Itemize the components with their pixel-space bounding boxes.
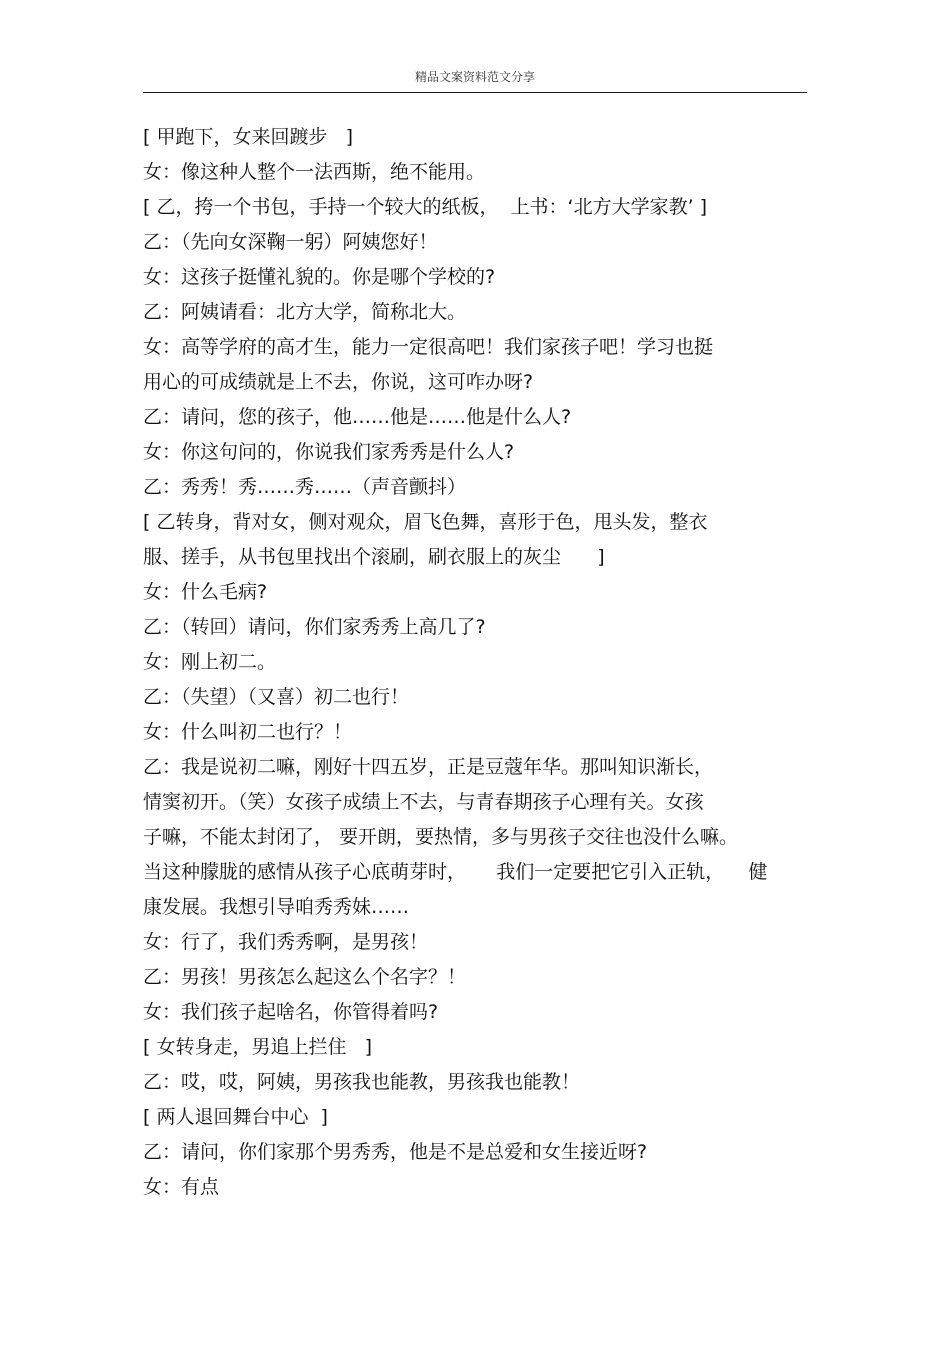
- text-line: 女：像这种人整个一法西斯，绝不能用。: [143, 161, 486, 183]
- page-header: [143, 66, 807, 93]
- text-line: 乙：秀秀！秀……秀……（声音颤抖）: [143, 476, 467, 498]
- text-line: 康发展。我想引导咱秀秀妹……: [143, 896, 410, 918]
- text-line: 乙：（转回）请问，你们家秀秀上高几了?: [143, 616, 486, 638]
- text-line: 女：这孩子挺懂礼貌的。你是哪个学校的?: [143, 266, 496, 288]
- text-line: 用心的可成绩就是上不去，你说，这可咋办呀?: [143, 371, 534, 393]
- text-line: [ 乙转身，背对女，侧对观众，眉飞色舞，喜形于色，甩头发，整衣: [143, 511, 708, 533]
- text-line: 乙：男孩！男孩怎么起这么个名字？！: [143, 966, 467, 988]
- text-line: 乙：（失望）（又喜）初二也行！: [143, 686, 410, 708]
- text-line: 当这种朦胧的感情从孩子心底萌芽时， 我们一定要把它引入正轨， 健: [143, 861, 768, 883]
- text-line: 乙：我是说初二嘛，刚好十四五岁，正是豆蔻年华。那叫知识渐长，: [143, 756, 714, 778]
- text-line: 女：有点: [143, 1176, 220, 1198]
- text-line: [ 两人退回舞台中心 ]: [143, 1106, 328, 1128]
- text-line: [ 甲跑下，女来回踱步 ]: [143, 126, 353, 148]
- text-line: 情窦初开。（笑）女孩子成绩上不去，与青春期孩子心理有关。女孩: [143, 791, 704, 813]
- text-line: 乙：哎，哎，阿姨，男孩我也能教，男孩我也能教！: [143, 1071, 581, 1093]
- script-text: [143, 120, 815, 1205]
- text-line: 女：高等学府的高才生，能力一定很高吧！我们家孩子吧！学习也挺: [143, 336, 714, 358]
- text-line: [ 乙，挎一个书包，手持一个较大的纸板， 上书：‘北方大学家教’ ]: [143, 196, 708, 218]
- text-line: 乙：请问，您的孩子，他……他是……他是什么人?: [143, 406, 572, 428]
- text-line: 乙：请问，你们家那个男秀秀，他是不是总爱和女生接近呀?: [143, 1141, 648, 1163]
- text-line: [ 女转身走，男追上拦住 ]: [143, 1036, 372, 1058]
- text-line: 女：行了，我们秀秀啊，是男孩！: [143, 931, 429, 953]
- text-line: 乙：阿姨请看：北方大学，简称北大。: [143, 301, 467, 323]
- text-line: 服、搓手，从书包里找出个滚刷，刷衣服上的灰尘 ]: [143, 546, 605, 568]
- text-line: 子嘛，不能太封闭了， 要开朗，要热情，多与男孩子交往也没什么嘛。: [143, 826, 739, 848]
- text-line: 女：刚上初二。: [143, 651, 277, 673]
- text-line: 女：我们孩子起啥名，你管得着吗?: [143, 1001, 439, 1023]
- text-line: 女：什么叫初二也行？！: [143, 721, 353, 743]
- text-line: 女：什么毛病?: [143, 581, 268, 603]
- text-line: 女：你这句问的，你说我们家秀秀是什么人?: [143, 441, 515, 463]
- text-line: 乙：（先向女深鞠一躬）阿姨您好！: [143, 231, 438, 253]
- header-title: 精品文案资料范文分享: [414, 70, 535, 84]
